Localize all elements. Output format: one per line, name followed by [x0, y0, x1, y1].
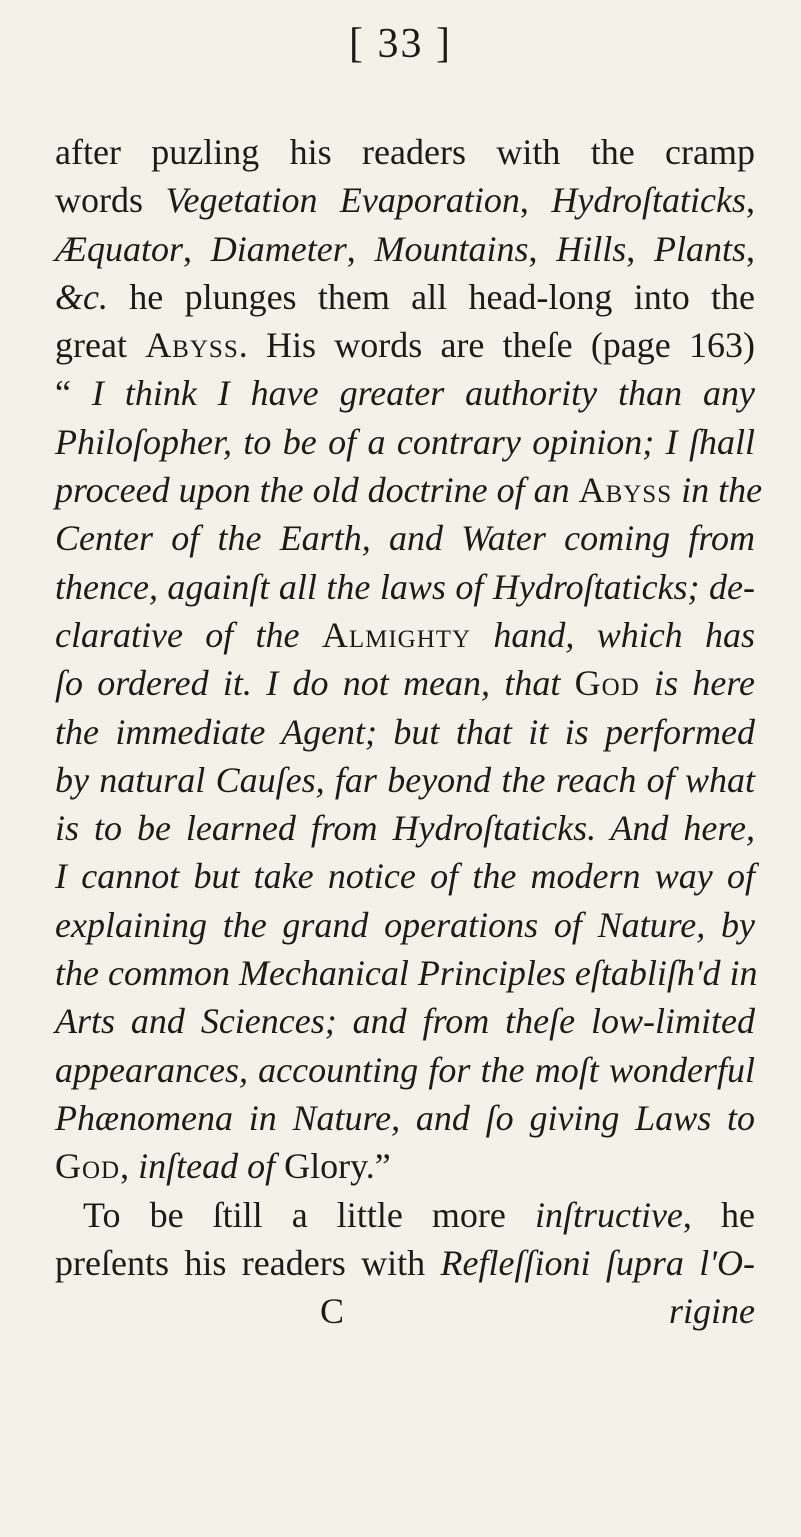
- small-caps-run: God: [574, 663, 640, 704]
- text-run: after puzling his readers with the cramp: [55, 132, 755, 172]
- text-line: [55, 997, 755, 1045]
- italic-run: inſtructive: [534, 1194, 683, 1235]
- text-line: [55, 1046, 755, 1094]
- text-run: Glory.”: [275, 1146, 391, 1187]
- page-number: [ 33 ]: [349, 21, 452, 67]
- italic-run: appearances, accounting for the moſt wonderful: [55, 1049, 755, 1090]
- italic-run: Phænomena in Nature, and ſo giving Laws to: [55, 1097, 755, 1138]
- signature-mark: C: [320, 1291, 345, 1332]
- small-caps-run: Almighty: [321, 614, 472, 655]
- small-caps-run: Abyss: [578, 470, 673, 511]
- text-run: ,: [519, 180, 552, 221]
- text-run: ,: [528, 228, 557, 269]
- italic-run: explaining the grand operations of Nature, by: [55, 904, 755, 945]
- body-text: [55, 128, 763, 1335]
- italic-run: Vegetation Evaporation: [165, 180, 520, 221]
- italic-run: is here: [639, 663, 755, 704]
- text-line: [55, 273, 755, 321]
- text-line: [55, 176, 755, 224]
- text-line: [55, 901, 755, 949]
- text-run: To be ſtill a little more: [83, 1194, 535, 1235]
- small-caps-run: Abyss: [145, 325, 239, 366]
- italic-run: Hills: [556, 228, 627, 269]
- text-line: [55, 1191, 755, 1239]
- small-caps-run: God: [55, 1146, 121, 1187]
- text-line: [55, 804, 755, 852]
- text-run: ,: [746, 180, 756, 221]
- text-run: ,: [746, 228, 756, 269]
- text-line: [55, 1239, 755, 1287]
- text-run: great: [55, 325, 146, 366]
- italic-run: inſtead of: [138, 1146, 276, 1187]
- italic-run: the immediate Agent; but that it is performed: [55, 711, 755, 752]
- text-line: [55, 466, 763, 514]
- italic-run: Center of the Earth, and Water coming from: [55, 518, 755, 559]
- italic-run: I think I have greater authority than any: [91, 373, 755, 414]
- text-line: [55, 514, 755, 562]
- italic-run: in the: [672, 470, 763, 511]
- italic-run: ſo ordered it. I do not mean, that: [55, 663, 575, 704]
- text-line: [55, 418, 755, 466]
- text-run: ,: [183, 228, 211, 269]
- italic-run: Diameter: [210, 228, 347, 269]
- italic-run: proceed upon the old doctrine of an: [55, 470, 579, 511]
- text-run: ,: [346, 228, 375, 269]
- text-line: [55, 708, 755, 756]
- italic-run: clarative of the: [55, 614, 322, 655]
- italic-run: by natural Cauſes, far beyond the reach of what: [55, 759, 755, 800]
- footer-line: [55, 1287, 755, 1335]
- text-run: ,: [626, 228, 655, 269]
- italic-run: Arts and Sciences; and from theſe low-limited: [55, 1001, 755, 1042]
- italic-run: Hydroſtaticks: [551, 180, 747, 221]
- italic-run: thence, againſt all the laws of Hydroſtaticks; de-: [55, 566, 755, 607]
- italic-run: Philoſopher, to be of a contrary opinion; I ſhall: [55, 421, 755, 462]
- italic-run: I cannot but take notice of the modern way of: [55, 856, 755, 897]
- text-run: words: [55, 180, 166, 221]
- text-run: he plunges them all head-long into the: [107, 276, 755, 317]
- text-run: “: [55, 373, 92, 414]
- text-line: [55, 369, 755, 417]
- text-line: [55, 563, 755, 611]
- italic-run: Plants: [654, 228, 747, 269]
- text-line: [55, 128, 755, 176]
- italic-run: &c.: [55, 276, 108, 317]
- text-line: [55, 1142, 755, 1190]
- text-run: preſents his readers with: [55, 1242, 441, 1283]
- italic-run: Refleſſioni ſupra l'O-: [440, 1242, 755, 1283]
- text-run: . His words are theſe (page 163): [238, 325, 755, 366]
- text-line: [55, 225, 755, 273]
- italic-run: is to be learned from Hydroſtaticks. And here,: [55, 808, 755, 849]
- text-line: [55, 852, 755, 900]
- text-line: [55, 611, 755, 659]
- text-line: [55, 321, 755, 369]
- italic-run: Æquator: [55, 228, 184, 269]
- text-line: [55, 1094, 755, 1142]
- text-line: [55, 949, 758, 997]
- text-line: [55, 659, 755, 707]
- text-line: [55, 756, 755, 804]
- italic-run: the common Mechanical Principles eſtabliſh'd in: [55, 953, 758, 994]
- text-run: ,: [120, 1146, 139, 1187]
- italic-run: Mountains: [374, 228, 529, 269]
- text-run: , he: [682, 1194, 755, 1235]
- catchword: rigine: [669, 1291, 755, 1332]
- italic-run: hand, which has: [471, 614, 755, 655]
